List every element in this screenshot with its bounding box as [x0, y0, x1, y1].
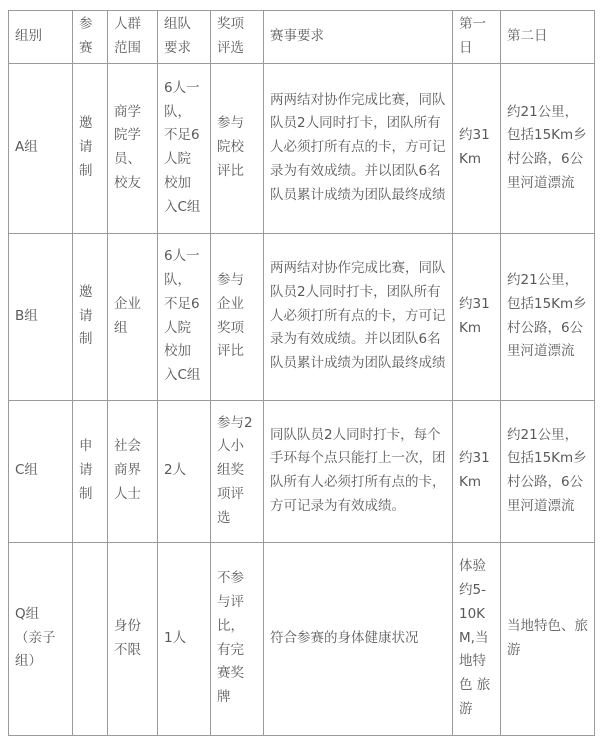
cell-group: B组: [9, 233, 73, 400]
cell-day2: 约21公里，包括15Km乡村公路，6公里河道漂流: [501, 233, 595, 400]
cell-population-scope: 商学院学员、校友: [108, 63, 158, 233]
cell-day1: 约31Km: [453, 233, 501, 400]
header-award-selection: 奖项评选: [211, 11, 264, 64]
race-groups-table: [8, 10, 595, 736]
cell-day1: 约31Km: [453, 400, 501, 542]
header-team-requirement: 组队要求: [158, 11, 211, 64]
cell-population-scope: 企业组: [108, 233, 158, 400]
cell-award-selection: 参与企业奖项评比: [211, 233, 264, 400]
cell-team-requirement: 6人一队，不足6人院校加入C组: [158, 233, 211, 400]
table-row-group-b: [9, 233, 595, 400]
cell-award-selection: 参与2人小组奖项评选: [211, 400, 264, 542]
cell-group: A组: [9, 63, 73, 233]
cell-team-requirement: 6人一队，不足6人院校加入C组: [158, 63, 211, 233]
cell-day2: 当地特色、旅游: [501, 542, 595, 735]
cell-award-selection: 参与院校评比: [211, 63, 264, 233]
cell-population-scope: 社会商界人士: [108, 400, 158, 542]
cell-award-selection: 不参与评比，有完赛奖牌: [211, 542, 264, 735]
table-row-group-a: [9, 63, 595, 233]
cell-entry-type: 邀请制: [73, 233, 108, 400]
header-day2: 第二日: [501, 11, 595, 64]
cell-day2: 约21公里，包括15Km乡村公路，6公里河道漂流: [501, 63, 595, 233]
header-population-scope: 人群范围: [108, 11, 158, 64]
table-row-group-c: [9, 400, 595, 542]
cell-team-requirement: 1人: [158, 542, 211, 735]
cell-team-requirement: 2人: [158, 400, 211, 542]
cell-entry-type: 邀请制: [73, 63, 108, 233]
cell-day1: 体验约5-10KM,当地特色 旅游: [453, 542, 501, 735]
header-day1: 第一日: [453, 11, 501, 64]
cell-day2: 约21公里，包括15Km乡村公路，6公里河道漂流: [501, 400, 595, 542]
cell-entry-type: 申请制: [73, 400, 108, 542]
header-row: [9, 11, 595, 64]
cell-event-requirement: 同队队员2人同时打卡，每个手环每个点只能打上一次，团队所有人必须打所有点的卡，方可记录为有效成绩。: [264, 400, 453, 542]
cell-population-scope: 身份不限: [108, 542, 158, 735]
header-group: 组别: [9, 11, 73, 64]
cell-event-requirement: 符合参赛的身体健康状况: [264, 542, 453, 735]
cell-event-requirement: 两两结对协作完成比赛，同队队员2人同时打卡，团队所有人必须打所有点的卡，方可记录为有效成绩。并以团队6名队员累计成绩为团队最终成绩: [264, 233, 453, 400]
cell-group: C组: [9, 400, 73, 542]
header-entry-type: 参赛: [73, 11, 108, 64]
header-event-requirement: 赛事要求: [264, 11, 453, 64]
table-row-group-q: [9, 542, 595, 735]
cell-group: Q组（亲子组）: [9, 542, 73, 735]
cell-entry-type: [73, 542, 108, 735]
cell-day1: 约31Km: [453, 63, 501, 233]
cell-event-requirement: 两两结对协作完成比赛，同队队员2人同时打卡，团队所有人必须打所有点的卡，方可记录为有效成绩。并以团队6名队员累计成绩为团队最终成绩: [264, 63, 453, 233]
